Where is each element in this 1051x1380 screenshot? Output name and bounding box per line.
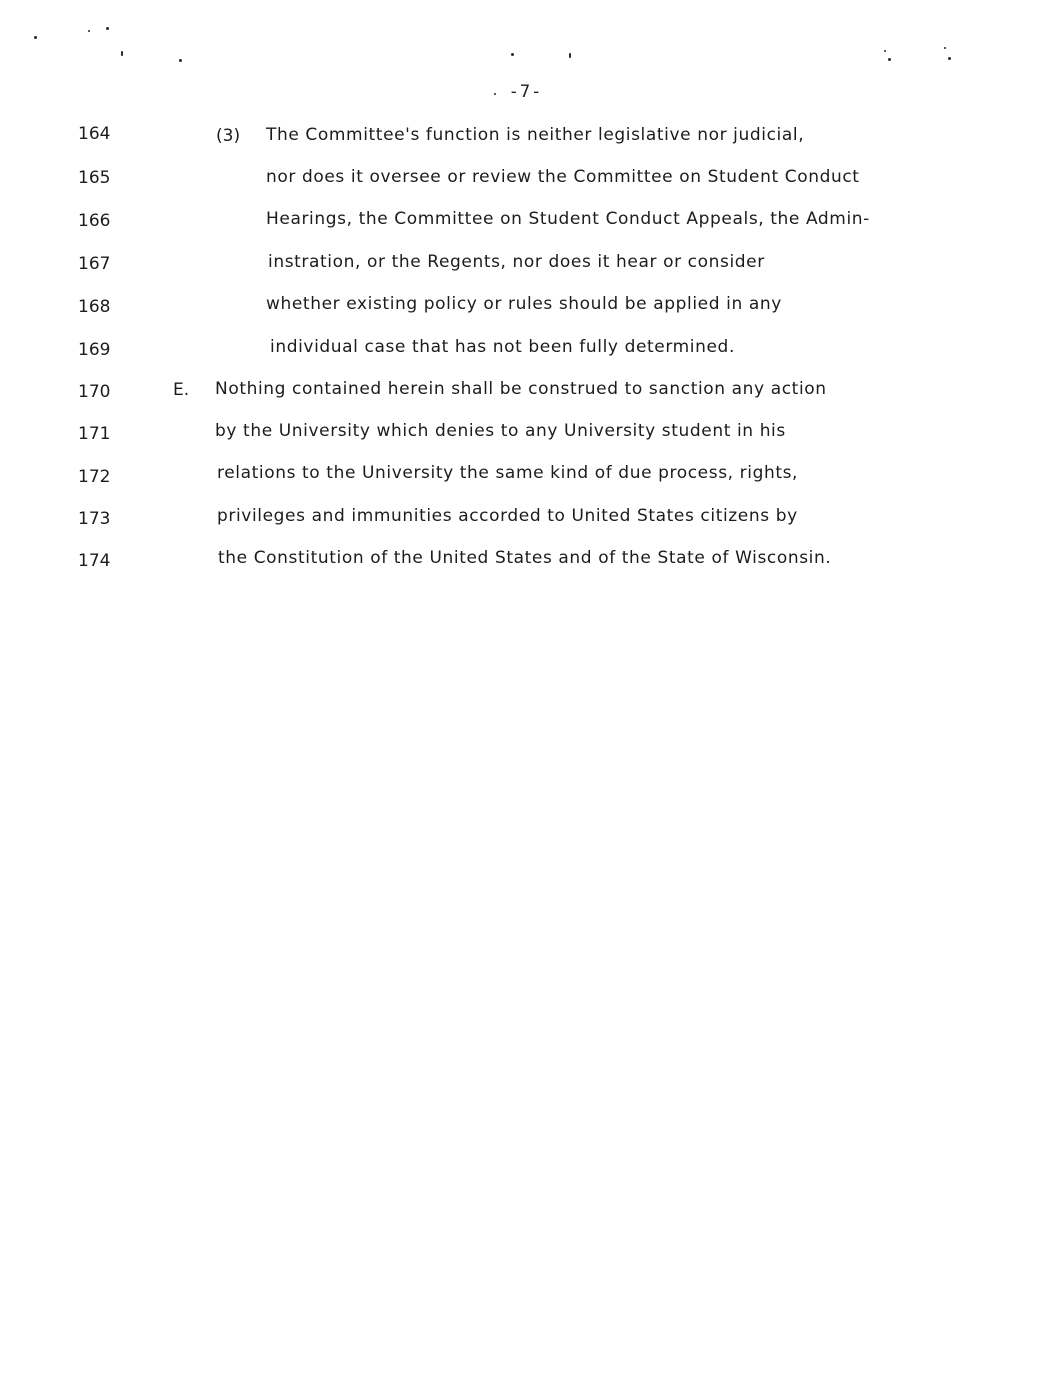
text-line-165: nor does it oversee or review the Committee on Student Conduct <box>266 167 860 187</box>
text-line-173: privileges and immunities accorded to United States citizens by <box>217 506 798 526</box>
text-line-166: Hearings, the Committee on Student Conduct Appeals, the Admin- <box>266 209 870 229</box>
scan-speck <box>121 51 123 56</box>
line-number: 166 <box>78 211 111 231</box>
scan-speck <box>88 30 90 32</box>
scan-speck <box>569 53 571 58</box>
scan-speck <box>34 36 37 39</box>
text-line-169: individual case that has not been fully determined. <box>270 337 735 357</box>
line-number: 164 <box>78 124 111 144</box>
text-line-171: by the University which denies to any University student in his <box>215 421 786 441</box>
item-3-marker: (3) <box>216 126 241 146</box>
scan-speck <box>179 59 182 62</box>
text-line-164: The Committee's function is neither legislative nor judicial, <box>266 125 805 145</box>
line-number: 174 <box>78 551 111 571</box>
page-number: -7- <box>508 82 543 102</box>
scan-speck <box>511 53 514 56</box>
line-number: 169 <box>78 340 111 360</box>
scan-speck <box>888 58 891 61</box>
line-number: 173 <box>78 509 111 529</box>
text-line-170: Nothing contained herein shall be construed to sanction any action <box>215 379 827 399</box>
scan-speck <box>948 57 951 60</box>
line-number: 168 <box>78 297 111 317</box>
scan-speck <box>106 27 109 30</box>
item-e-marker: E. <box>173 380 190 400</box>
line-number: 167 <box>78 254 111 274</box>
line-number: 172 <box>78 467 111 487</box>
scan-speck <box>944 47 946 49</box>
text-line-172: relations to the University the same kind of due process, rights, <box>217 463 799 483</box>
text-line-168: whether existing policy or rules should be applied in any <box>266 294 782 314</box>
line-number: 171 <box>78 424 111 444</box>
text-line-167: instration, or the Regents, nor does it hear or consider <box>268 252 765 272</box>
text-line-174: the Constitution of the United States and of the State of Wisconsin. <box>218 548 832 568</box>
line-number: 165 <box>78 168 111 188</box>
scan-speck <box>884 50 886 52</box>
line-number: 170 <box>78 382 111 402</box>
